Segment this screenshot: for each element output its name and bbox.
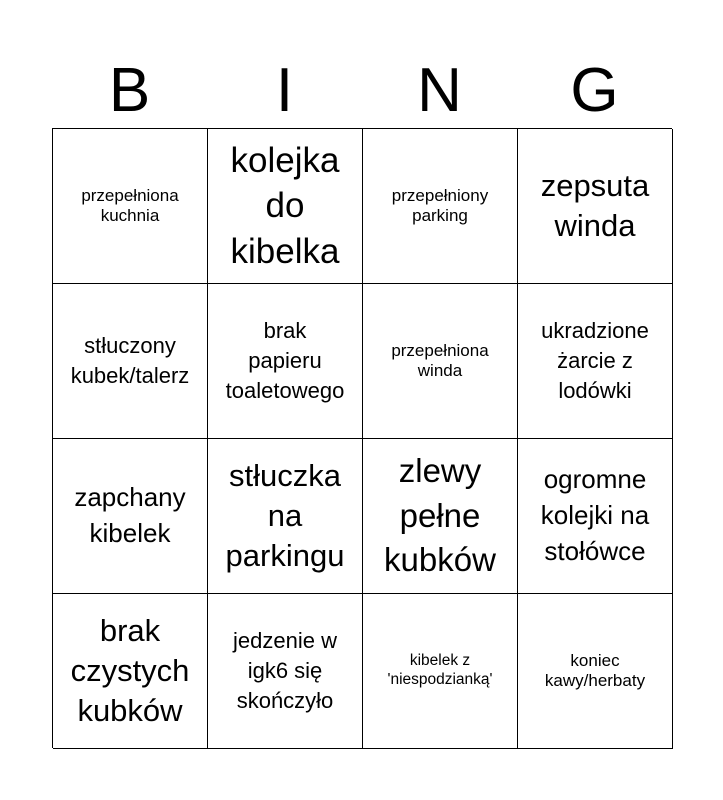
- cell-text: brak czystych kubków: [70, 612, 190, 729]
- cell-text: koniec kawy/herbaty: [544, 650, 646, 690]
- bingo-cell[interactable]: [208, 284, 363, 439]
- bingo-board: [52, 128, 672, 748]
- cell-text: kibelek z 'niespodzianką': [387, 652, 493, 688]
- bingo-cell[interactable]: [53, 439, 208, 594]
- header-letter-g: G: [570, 56, 619, 125]
- cell-text: brak papieru toaletowego: [225, 318, 345, 403]
- header-letter-b: B: [108, 56, 151, 125]
- bingo-cell[interactable]: [208, 439, 363, 594]
- bingo-cell[interactable]: [518, 439, 673, 594]
- bingo-cell[interactable]: [518, 594, 673, 749]
- header-letter-n: N: [417, 56, 462, 125]
- cell-text: ukradzione żarcie z lodówki: [541, 318, 649, 403]
- bingo-cell[interactable]: [53, 284, 208, 439]
- cell-text: przepełniony parking: [391, 185, 489, 225]
- cell-text: zepsuta winda: [540, 167, 650, 243]
- bingo-cell[interactable]: [363, 129, 518, 284]
- bingo-cell[interactable]: [53, 594, 208, 749]
- cell-text: ogromne kolejki na stołówce: [540, 464, 650, 566]
- bingo-cell[interactable]: [363, 284, 518, 439]
- cell-text: zlewy pełne kubków: [384, 452, 496, 579]
- cell-text: stłuczka na parkingu: [225, 457, 345, 574]
- cell-text: kolejka do kibelka: [230, 140, 340, 271]
- header-letter-i: I: [275, 56, 294, 125]
- cell-text: jedzenie w igk6 się skończyło: [233, 628, 337, 713]
- bingo-cell[interactable]: [518, 284, 673, 439]
- bingo-header: [52, 56, 672, 126]
- cell-text: przepełniona kuchnia: [81, 185, 179, 225]
- cell-text: stłuczony kubek/talerz: [70, 333, 190, 388]
- bingo-cell[interactable]: [53, 129, 208, 284]
- bingo-cell[interactable]: [363, 439, 518, 594]
- cell-text: zapchany kibelek: [74, 482, 186, 548]
- bingo-cell[interactable]: [363, 594, 518, 749]
- bingo-cell[interactable]: [518, 129, 673, 284]
- bingo-cell[interactable]: [208, 129, 363, 284]
- cell-text: przepełniona winda: [391, 340, 489, 380]
- bingo-cell[interactable]: [208, 594, 363, 749]
